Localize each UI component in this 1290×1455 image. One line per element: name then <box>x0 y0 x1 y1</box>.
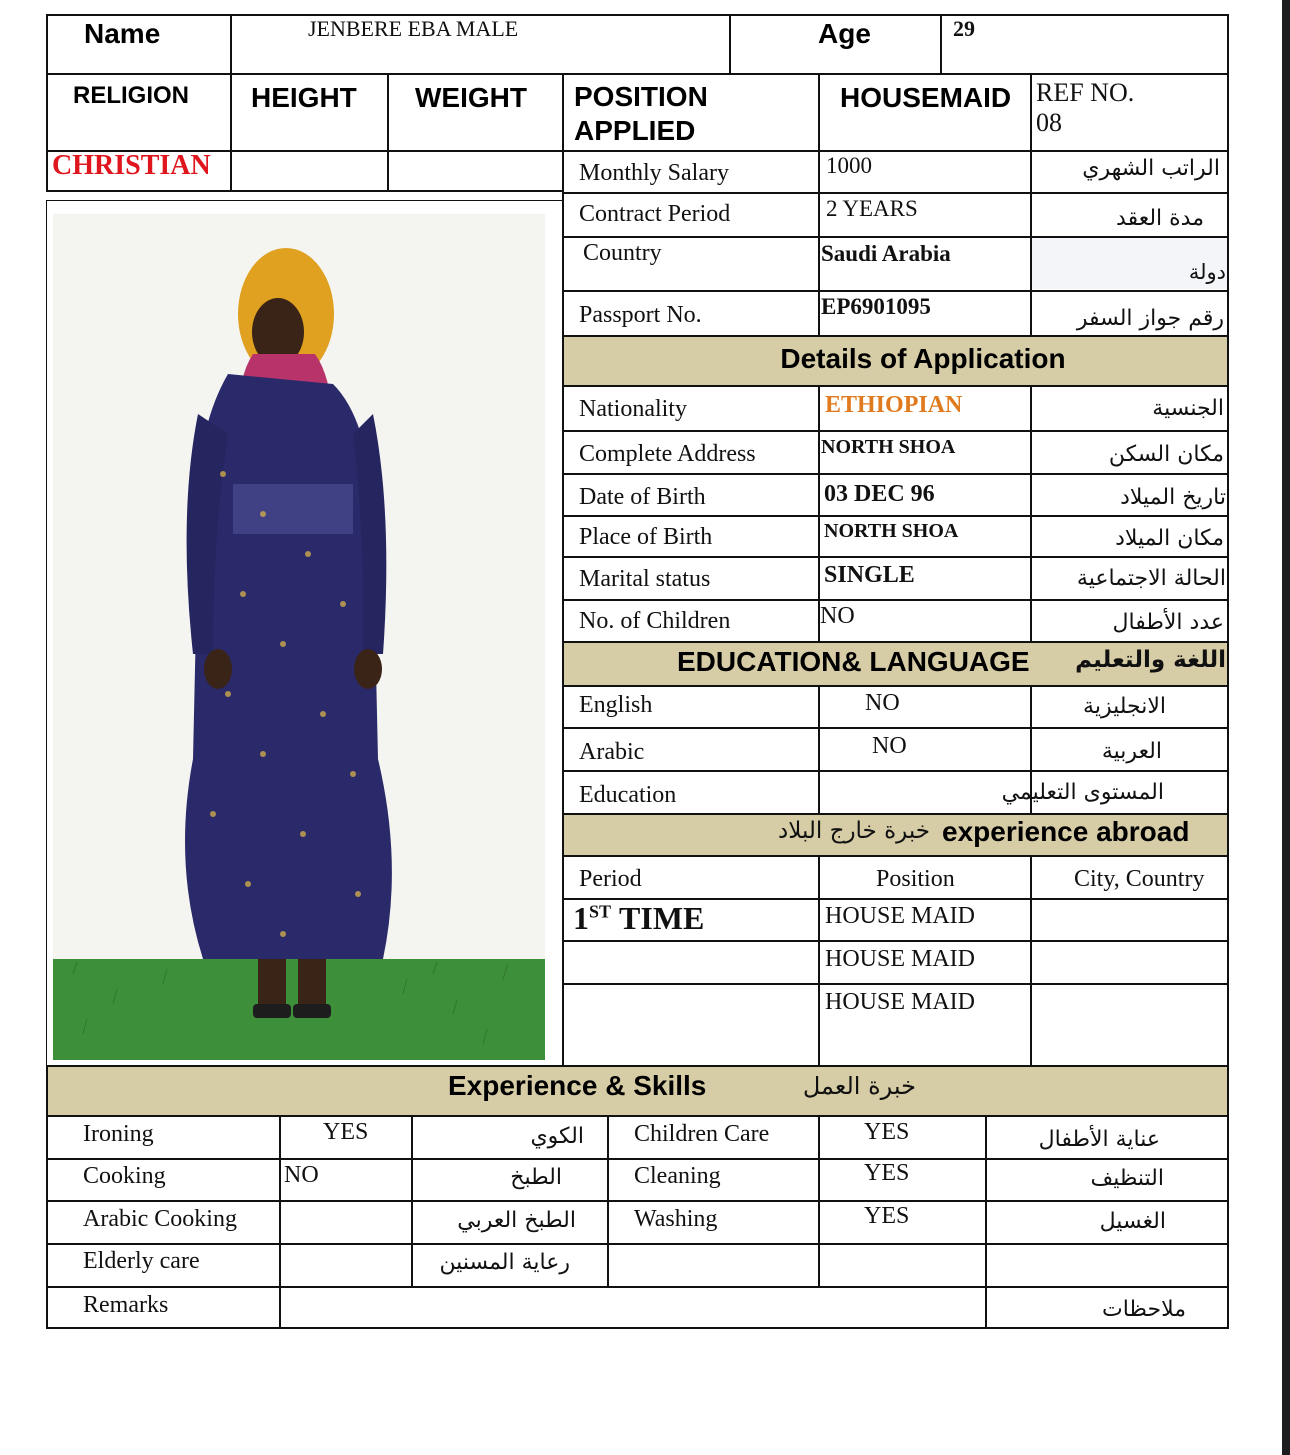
details-table <box>562 385 1229 643</box>
contract-period-value: 2 YEARS <box>826 196 918 221</box>
marital-value: SINGLE <box>824 562 915 588</box>
ref-label: REF NO. <box>1036 78 1135 107</box>
education-heading: EDUCATION& LANGUAGE <box>677 646 1030 677</box>
skill-cleaning-arabic: التنظيف <box>1090 1166 1164 1191</box>
skills-heading-arabic: خبرة العمل <box>802 1072 916 1100</box>
skill-cleaning-value: YES <box>864 1160 910 1186</box>
country-label: Country <box>583 240 662 266</box>
skill-elderly-label: Elderly care <box>83 1248 200 1274</box>
remarks-label: Remarks <box>83 1292 169 1318</box>
contract-period-label: Contract Period <box>579 201 731 227</box>
skill-arabic-cooking-label: Arabic Cooking <box>83 1206 237 1232</box>
weight-label: WEIGHT <box>415 82 527 113</box>
contract-period-arabic: مدة العقد <box>1116 206 1204 231</box>
salary-value: 1000 <box>826 153 872 178</box>
position-label-line1: POSITION <box>574 81 708 112</box>
screen-edge-bar <box>1282 0 1290 1455</box>
applicant-photo <box>53 214 545 1060</box>
passport-label: Passport No. <box>579 302 702 328</box>
remarks-arabic: ملاحظات <box>1102 1297 1186 1322</box>
age-value: 29 <box>953 16 975 41</box>
name-value: JENBERE EBA MALE <box>308 16 519 41</box>
ref-block <box>1036 78 1134 138</box>
marital-label: Marital status <box>579 566 711 592</box>
period-first-time <box>573 900 704 937</box>
religion-label: RELIGION <box>73 82 190 109</box>
skill-ironing-arabic: الكوي <box>530 1124 584 1149</box>
skill-children-care-label: Children Care <box>634 1121 770 1147</box>
dob-label: Date of Birth <box>579 484 706 510</box>
name-row <box>46 14 1229 75</box>
english-value: NO <box>865 690 900 716</box>
country-value: Saudi Arabia <box>821 241 951 266</box>
abroad-position-2: HOUSE MAID <box>825 946 975 972</box>
abroad-position-3: HOUSE MAID <box>825 989 975 1015</box>
nationality-arabic: الجنسية <box>1152 396 1224 421</box>
period-number: 1 <box>573 900 589 936</box>
position-label-line2: APPLIED <box>574 115 696 146</box>
english-label: English <box>579 692 653 718</box>
education-label: Education <box>579 782 677 808</box>
address-arabic: مكان السكن <box>1108 442 1224 467</box>
skill-ironing-value: YES <box>323 1119 369 1145</box>
address-label: Complete Address <box>579 441 756 467</box>
children-arabic: عدد الأطفال <box>1112 610 1224 635</box>
ref-value: 08 <box>1036 108 1062 137</box>
period-suffix: ST <box>589 901 612 922</box>
nationality-value: ETHIOPIAN <box>825 392 963 418</box>
nationality-label: Nationality <box>579 396 687 422</box>
skill-washing-arabic: الغسيل <box>1099 1209 1166 1234</box>
arabic-arabic: العربية <box>1101 739 1162 764</box>
education-heading-arabic: اللغة والتعليم <box>1075 647 1226 673</box>
pob-label: Place of Birth <box>579 524 713 550</box>
skills-heading: Experience & Skills <box>448 1070 707 1101</box>
religion-value: CHRISTIAN <box>52 150 211 181</box>
skill-cooking-value: NO <box>284 1162 319 1188</box>
passport-arabic: رقم جواز السفر <box>1076 306 1224 331</box>
period-col-header: Period <box>579 866 642 892</box>
height-label: HEIGHT <box>251 82 357 113</box>
country-arabic: دولة <box>1188 260 1226 284</box>
skill-cooking-arabic: الطبخ <box>510 1165 562 1190</box>
passport-value: EP6901095 <box>821 294 931 319</box>
name-label: Name <box>84 18 161 49</box>
details-heading: Details of Application <box>780 343 1066 374</box>
education-arabic: المستوى التعليمي <box>1001 780 1164 805</box>
position-col-header: Position <box>876 866 955 892</box>
pob-arabic: مكان الميلاد <box>1115 526 1224 551</box>
abroad-position-1: HOUSE MAID <box>825 903 975 929</box>
skill-children-care-value: YES <box>864 1119 910 1145</box>
city-col-header: City, Country <box>1074 866 1205 892</box>
english-arabic: الانجليزية <box>1083 694 1166 719</box>
position-value: HOUSEMAID <box>840 82 1012 113</box>
dob-arabic: تاريخ الميلاد <box>1120 485 1226 510</box>
dob-value: 03 DEC 96 <box>824 481 935 507</box>
abroad-heading-arabic: خبرة خارج البلاد <box>777 818 930 844</box>
arabic-label: Arabic <box>579 739 645 765</box>
skill-cleaning-label: Cleaning <box>634 1163 721 1189</box>
skill-children-care-arabic: عناية الأطفال <box>1038 1127 1160 1152</box>
salary-arabic: الراتب الشهري <box>1082 156 1220 181</box>
skill-washing-label: Washing <box>634 1206 718 1232</box>
address-value: NORTH SHOA <box>821 436 956 458</box>
age-label: Age <box>818 18 871 49</box>
skill-ironing-label: Ironing <box>83 1121 154 1147</box>
marital-arabic: الحالة الاجتماعية <box>1076 566 1226 591</box>
position-label <box>574 80 708 148</box>
salary-label: Monthly Salary <box>579 160 729 186</box>
applicant-photo-icon <box>53 214 545 1060</box>
children-value: NO <box>820 603 855 629</box>
skill-arabic-cooking-arabic: الطبخ العربي <box>457 1208 576 1233</box>
skill-cooking-label: Cooking <box>83 1163 166 1189</box>
skill-washing-value: YES <box>864 1203 910 1229</box>
pob-value: NORTH SHOA <box>824 520 959 542</box>
period-word: TIME <box>619 900 705 936</box>
arabic-value: NO <box>872 733 907 759</box>
children-label: No. of Children <box>579 608 731 634</box>
abroad-heading: experience abroad <box>942 816 1190 847</box>
skill-elderly-arabic: رعاية المسنين <box>439 1250 570 1275</box>
